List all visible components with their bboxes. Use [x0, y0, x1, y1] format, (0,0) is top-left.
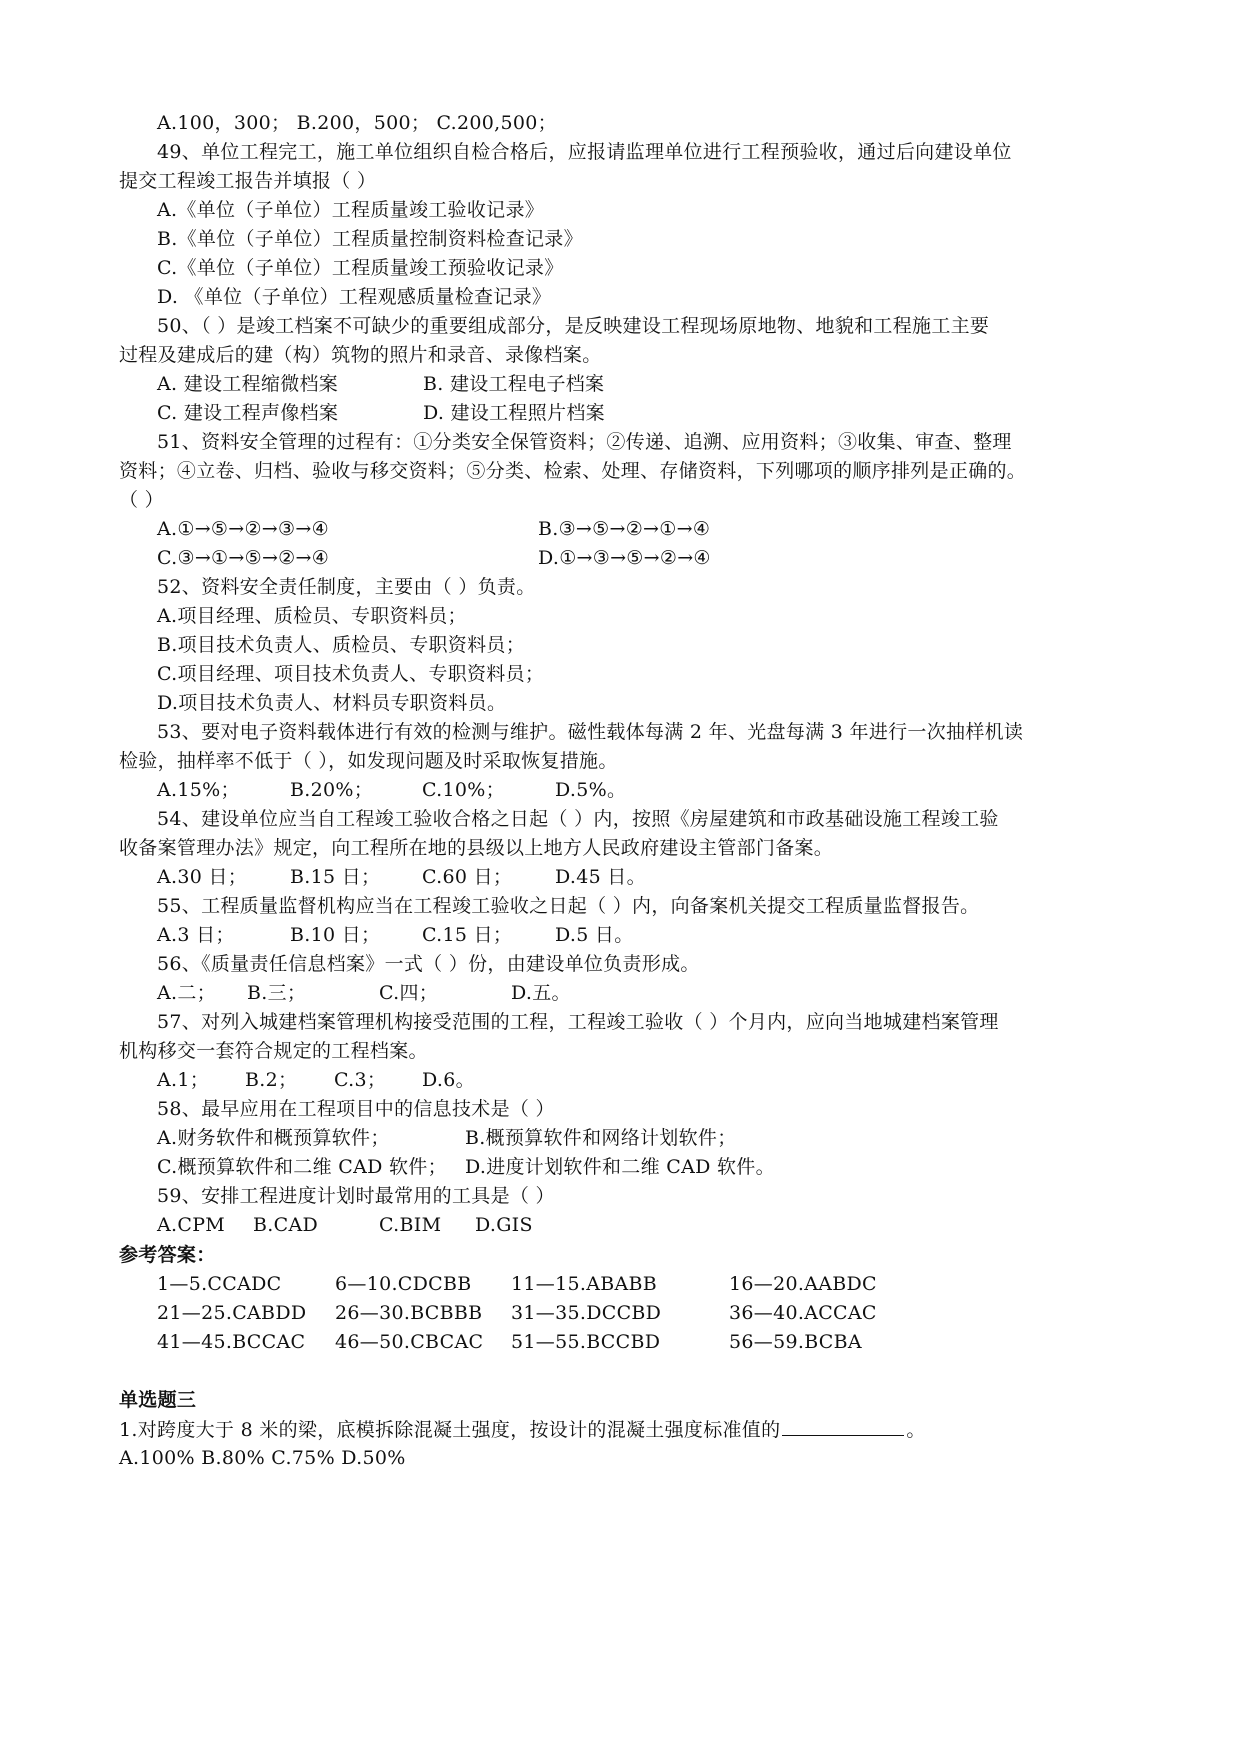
q59-option-a: A.CPM	[157, 1214, 226, 1236]
q50-option-a: A. 建设工程缩微档案	[157, 373, 339, 395]
q54-option-d: D.45 日。	[555, 866, 646, 888]
q58-option-b: B.概预算软件和网络计划软件；	[465, 1127, 737, 1149]
q50-stem-line-1: 50、（ ）是竣工档案不可缺少的重要组成部分，是反映建设工程现场原地物、地貌和工程施工主要	[157, 315, 990, 337]
q56-stem: 56、《质量责任信息档案》一式（ ）份，由建设单位负责形成。	[157, 953, 700, 975]
q1-stem-text: 1.对跨度大于 8 米的梁，底模拆除混凝土强度，按设计的混凝土强度标准值的	[119, 1419, 781, 1441]
q52-option-d: D.项目技术负责人、材料员专职资料员。	[157, 692, 507, 714]
q54-stem-line-2: 收备案管理办法》规定，向工程所在地的县级以上地方人民政府建设主管部门备案。	[119, 837, 834, 859]
q54-option-b: B.15 日；	[290, 866, 381, 888]
q50-option-d: D. 建设工程照片档案	[423, 402, 605, 424]
q59-option-b: B.CAD	[253, 1214, 318, 1236]
q51-option-b: B.③→⑤→②→①→④	[538, 518, 711, 540]
answer-cell: 21—25.CABDD	[157, 1302, 307, 1324]
q57-option-d: D.6。	[422, 1069, 475, 1091]
answer-cell: 51—55.BCCBD	[511, 1331, 661, 1353]
answer-cell: 1—5.CCADC	[157, 1273, 282, 1295]
q51-option-a: A.①→⑤→②→③→④	[157, 518, 329, 540]
q52-stem: 52、资料安全责任制度，主要由（ ）负责。	[157, 576, 536, 598]
q49-option-c: C.《单位（子单位）工程质量竣工预验收记录》	[157, 257, 564, 279]
q58-option-c: C.概预算软件和二维 CAD 软件；	[157, 1156, 447, 1178]
section3-q1-options: A.100% B.80% C.75% D.50%	[119, 1447, 406, 1469]
q50-option-b: B. 建设工程电子档案	[423, 373, 605, 395]
q53-stem-line-2: 检验，抽样率不低于（ ），如发现问题及时采取恢复措施。	[119, 750, 618, 772]
q51-stem-line-3: （ ）	[119, 489, 164, 511]
q50-stem-line-2: 过程及建成后的建（构）筑物的照片和录音、录像档案。	[119, 344, 602, 366]
section-heading: 单选题三	[119, 1389, 197, 1411]
answer-cell: 41—45.BCCAC	[157, 1331, 306, 1353]
q49-stem-line-2: 提交工程竣工报告并填报（ ）	[119, 170, 377, 192]
q49-option-a: A.《单位（子单位）工程质量竣工验收记录》	[157, 199, 545, 221]
q55-stem: 55、工程质量监督机构应当在工程竣工验收之日起（ ）内，向备案机关提交工程质量监督报告。	[157, 895, 980, 917]
answer-cell: 31—35.DCCBD	[511, 1302, 662, 1324]
q52-option-b: B.项目技术负责人、质检员、专职资料员；	[157, 634, 526, 656]
q51-option-c: C.③→①→⑤→②→④	[157, 547, 330, 569]
q54-option-c: C.60 日；	[422, 866, 513, 888]
answer-cell: 6—10.CDCBB	[335, 1273, 472, 1295]
q51-option-d: D.①→③→⑤→②→④	[538, 547, 711, 569]
q52-option-a: A.项目经理、质检员、专职资料员；	[157, 605, 467, 627]
answer-cell: 16—20.AABDC	[729, 1273, 877, 1295]
q53-option-a: A.15%；	[157, 779, 240, 801]
q58-option-d: D.进度计划软件和二维 CAD 软件。	[465, 1156, 775, 1178]
q56-option-d: D.五。	[511, 982, 571, 1004]
q48-options: A.100，300； B.200，500； C.200,500；	[157, 112, 557, 134]
q57-option-a: A.1；	[157, 1069, 210, 1091]
q57-stem-line-2: 机构移交一套符合规定的工程档案。	[119, 1040, 428, 1062]
q52-option-c: C.项目经理、项目技术负责人、专职资料员；	[157, 663, 545, 685]
answer-blank	[782, 1417, 904, 1436]
answers-heading: 参考答案：	[119, 1244, 216, 1266]
q56-option-b: B.三；	[247, 982, 307, 1004]
q50-option-c: C. 建设工程声像档案	[157, 402, 339, 424]
q55-option-b: B.10 日；	[290, 924, 381, 946]
q56-option-c: C.四；	[379, 982, 439, 1004]
q54-stem-line-1: 54、建设单位应当自工程竣工验收合格之日起（ ）内，按照《房屋建筑和市政基础设施工程竣工验	[157, 808, 999, 830]
q51-stem-line-2: 资料；④立卷、归档、验收与移交资料；⑤分类、检索、处理、存储资料，下列哪项的顺序排列是正确的。	[119, 460, 1027, 482]
answer-cell: 46—50.CBCAC	[335, 1331, 484, 1353]
answer-cell: 26—30.BCBBB	[335, 1302, 483, 1324]
q59-option-c: C.BIM	[379, 1214, 442, 1236]
q49-stem-line-1: 49、单位工程完工，施工单位组织自检合格后，应报请监理单位进行工程预验收，通过后向建设单位	[157, 141, 1012, 163]
q59-option-d: D.GIS	[475, 1214, 533, 1236]
q58-option-a: A.财务软件和概预算软件；	[157, 1127, 390, 1149]
q53-option-b: B.20%；	[290, 779, 374, 801]
q56-option-a: A.二；	[157, 982, 216, 1004]
q1-stem-end: 。	[906, 1419, 926, 1441]
q57-option-c: C.3；	[334, 1069, 387, 1091]
answer-cell: 56—59.BCBA	[729, 1331, 862, 1353]
answer-cell: 11—15.ABABB	[511, 1273, 658, 1295]
q57-stem-line-1: 57、对列入城建档案管理机构接受范围的工程，工程竣工验收（ ）个月内，应向当地城建档案管理	[157, 1011, 999, 1033]
q55-option-c: C.15 日；	[422, 924, 513, 946]
q55-option-d: D.5 日。	[555, 924, 634, 946]
q53-option-d: D.5%。	[555, 779, 627, 801]
q58-stem: 58、最早应用在工程项目中的信息技术是（ ）	[157, 1098, 555, 1120]
q53-stem-line-1: 53、要对电子资料载体进行有效的检测与维护。磁性载体每满 2 年、光盘每满 3 年进行一次抽样机读	[157, 721, 1024, 743]
q54-option-a: A.30 日；	[157, 866, 248, 888]
q55-option-a: A.3 日；	[157, 924, 235, 946]
q49-option-b: B.《单位（子单位）工程质量控制资料检查记录》	[157, 228, 583, 250]
q57-option-b: B.2；	[245, 1069, 298, 1091]
q59-stem: 59、安排工程进度计划时最常用的工具是（ ）	[157, 1185, 555, 1207]
q49-option-d: D. 《单位（子单位）工程观感质量检查记录》	[157, 286, 552, 308]
answer-cell: 36—40.ACCAC	[729, 1302, 877, 1324]
q53-option-c: C.10%；	[422, 779, 505, 801]
section3-q1-stem	[119, 1417, 926, 1442]
q51-stem-line-1: 51、资料安全管理的过程有：①分类安全保管资料；②传递、追溯、应用资料；③收集、审查、整理	[157, 431, 1012, 453]
